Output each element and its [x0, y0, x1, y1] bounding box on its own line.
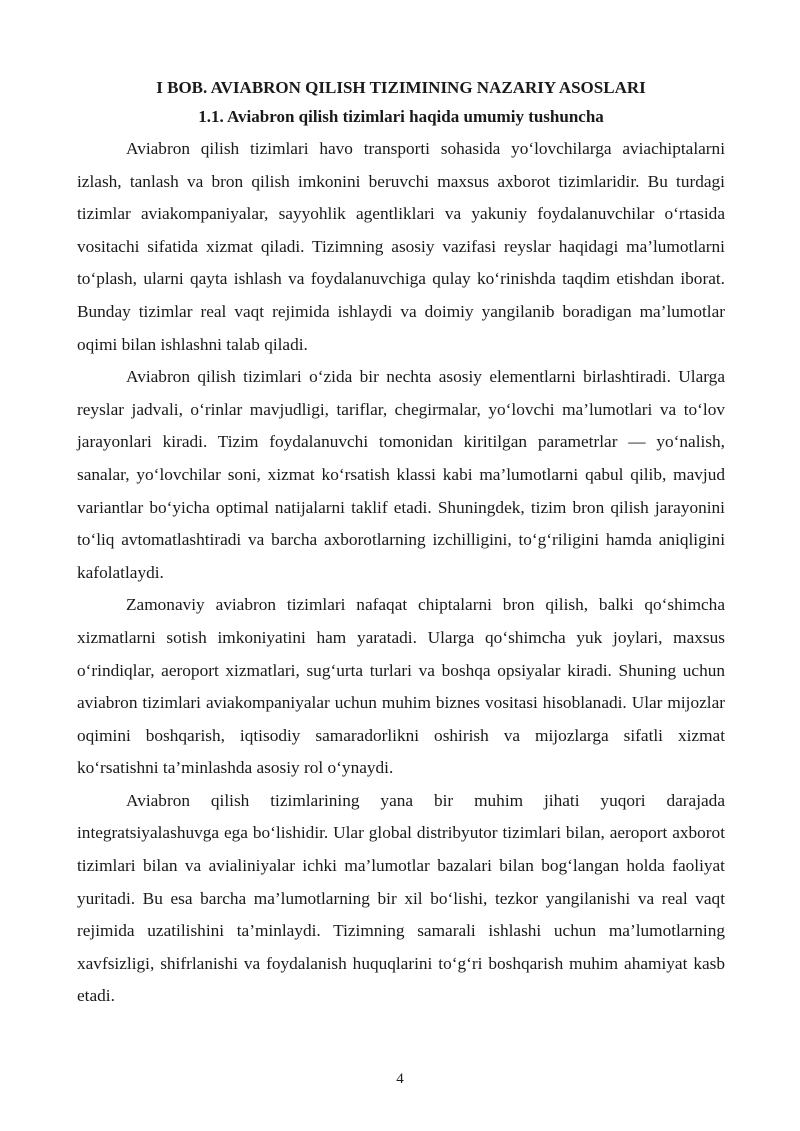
- paragraph-2: Aviabron qilish tizimlari o‘zida bir nechta asosiy elementlarni birlashtiradi. Ularga reyslar jadvali, o‘rinlar mavjudligi, tariflar, chegirmalar, yo‘lovchi ma’lumotlari va to‘lov jarayonlari kiradi. Tizim foydalanuvchi tomonidan kiritilgan parametrlar — yo‘nalish, sanalar, yo‘lovchilar soni, xizmat ko‘rsatish klassi kabi ma’lumotlarni qabul qilib, mavjud variantlar bo‘yicha optimal natijalarni taklif etadi. Shuningdek, tizim bron qilish jarayonini to‘liq avtomatlashtiradi va barcha axborotlarning izchilligini, to‘g‘riligini hamda aniqligini kafolatlaydi.: [77, 367, 725, 582]
- paragraph-4: Aviabron qilish tizimlarining yana bir muhim jihati yuqori darajada integratsiyalashuvga ega bo‘lishidir. Ular global distribyutor tizimlari bilan, aeroport axborot tizimlari bilan va avialiniyalar ichki ma’lumotlar bazalari bilan bog‘langan holda faoliyat yuritadi. Bu esa barcha ma’lumotlarning bir xil bo‘lishi, tezkor yangilanishi va real vaqt rejimida uzatilishini ta’minlaydi. Tizimning samarali ishlashi uchun ma’lumotlarning xavfsizligi, shifrlanishi va foydalanish huquqlarini to‘g‘ri boshqarish muhim ahamiyat kasb etadi.: [77, 790, 725, 1006]
- section-title: 1.1. Aviabron qilish tizimlari haqida umumiy tushuncha: [198, 107, 604, 126]
- paragraph-3: Zamonaviy aviabron tizimlari nafaqat chiptalarni bron qilish, balki qo‘shimcha xizmatlarni sotish imkoniyatini ham yaratadi. Ularga qo‘shimcha yuk joylari, maxsus o‘rindiqlar, aeroport xizmatlari, sug‘urta turlari va boshqa opsiyalar kiradi. Shuning uchun aviabron tizimlari aviakompaniyalar uchun muhim biznes vositasi hisoblanadi. Ular mijozlar oqimini boshqarish, iqtisodiy samaradorlikni oshirish va mijozlarga sifatli xizmat ko‘rsatishni ta’minlashda asosiy rol o‘ynaydi.: [77, 595, 725, 778]
- chapter-title: I BOB. AVIABRON QILISH TIZIMINING NAZARIY ASOSLARI: [156, 78, 646, 97]
- page-number: 4: [396, 1071, 404, 1087]
- paragraph-1: Aviabron qilish tizimlari havo transporti sohasida yo‘lovchilarga aviachiptalarni izlash, tanlash va bron qilish imkonini beruvchi maxsus axborot tizimlaridir. Bu turdagi tizimlar aviakompaniyalar, sayyohlik agentliklari va yakuniy foydalanuvchilar o‘rtasida vositachi sifatida xizmat qiladi. Tizimning asosiy vazifasi reyslar haqidagi ma’lumotlarni to‘plash, ularni qayta ishlash va foydalanuvchiga qulay ko‘rinishda taqdim etishdan iborat. Bunday tizimlar real vaqt rejimida ishlaydi va doimiy yangilanib boradigan ma’lumotlar oqimi bilan ishlashni talab qiladi.: [77, 139, 725, 354]
